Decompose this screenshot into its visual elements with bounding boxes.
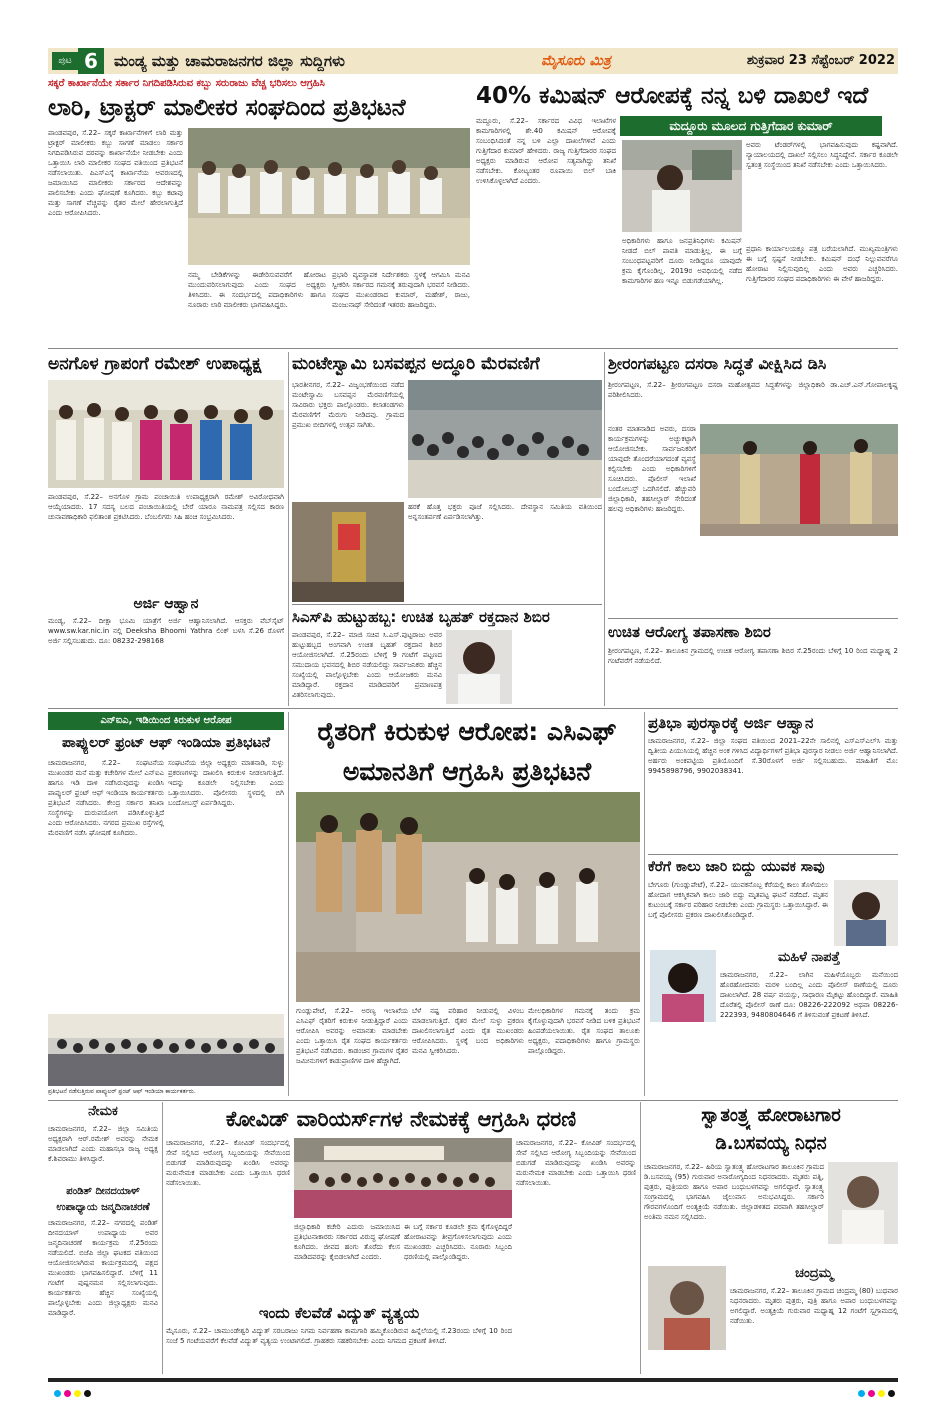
puttaraju-photo [446, 630, 512, 704]
lorry-body-2: ನಮ್ಮ ಬೇಡಿಕೆಗಳನ್ನು ಈಡೇರಿಸುವವರೆಗೆ ಹೋರಾಟ ಮುಂದುವರಿಸಲಾಗುವುದು ಎಂದು ಸಂಘದ ಅಧ್ಯಕ್ಷರು ತಿಳಿಸಿದರು. ಈ ಸಂದರ್ಭದಲ್ಲಿ ಪದಾಧಿಕಾರಿಗಳು ಹಾಗೂ ನೂರಾರು ಲಾರಿ ಮಾಲೀಕರು ಭಾಗವಹಿಸಿದ್ದರು. [188, 271, 326, 309]
vidyut-headline: ಇಂದು ಕೆಲವೆಡೆ ವಿದ್ಯುತ್ ವ್ಯತ್ಯಯ [258, 1304, 420, 1322]
divider [48, 708, 898, 709]
pfi-headline: ಪಾಪ್ಯುಲರ್ ಫ್ರಂಟ್ ಆಫ್ ಇಂಡಿಯಾ ಪ್ರತಿಭಟನೆ [61, 735, 271, 751]
raitha-body-3: ಮೇಲಧಿಕಾರಿಗಳ ಗಮನಕ್ಕೆ ತಂದು ಕ್ರಮ ಕೈಗೊಳ್ಳುವುದಾಗಿ ಭರವಸೆ ನೀಡಿದ ಬಳಿಕ ಪ್ರತಿಭಟನೆ ಹಿಂಪಡೆಯಲಾಯಿತು. ರೈತ ಸಂಘದ ತಾಲೂಕು ಅಧ್ಯಕ್ಷರು, ಪದಾಧಿಕಾರಿಗಳು ಹಾಗೂ ಗ್ರಾಮಸ್ಥರು ಪಾಲ್ಗೊಂಡಿದ್ದರು. [528, 1007, 640, 1055]
divider [48, 1100, 898, 1101]
arji-body: ಮಂಡ್ಯ, ಸೆ.22– ದೀಕ್ಷಾ ಭೂಮಿ ಯಾತ್ರೆಗೆ ಅರ್ಜಿ ಆಹ್ವಾನಿಸಲಾಗಿದೆ. ಆಸಕ್ತರು ವೆಬ್‌ಸೈಟ್ www.sw.kar.nic.in ನಲ್ಲಿ Deeksha Bhoomi Yathra ಲಿಂಕ್ ಬಳಸಿ ಸೆ.26 ರೊಳಗೆ ಅರ್ಜಿ ಸಲ್ಲಿಸಬಹುದು. ದೂ: 08232-298168 [48, 617, 284, 645]
footer-strip [48, 1378, 898, 1382]
nemaka-headline: ನೇಮಕ [88, 1104, 118, 1119]
pfi-body-1: ಚಾಮರಾಜನಗರ, ಸೆ.22– ಸಂಘಟನೆಯ ಮುಖಂಡರ ಮನೆ ಮತ್ತು ಕಚೇರಿಗಳ ಮೇಲೆ ಎನ್‌ಐಎ ಹಾಗೂ ಇಡಿ ದಾಳಿ ನಡೆಸಿರುವುದನ್ನು ಖಂಡಿಸಿ ಪಾಪ್ಯುಲರ್ ಫ್ರಂಟ್ ಆಫ್ ಇಂಡಿಯಾ ಕಾರ್ಯಕರ್ತರು ಪ್ರತಿಭಟನೆ ನಡೆಸಿದರು. ಕೇಂದ್ರ ಸರ್ಕಾರ ತನಿಖಾ ಸಂಸ್ಥೆಗಳನ್ನು ದುರುಪಯೋಗ ಪಡಿಸಿಕೊಳ್ಳುತ್ತಿದೆ ಎಂದು ಆರೋಪಿಸಿದರು. ನಗರದ ಪ್ರಮುಖ ರಸ್ತೆಗಳಲ್ಲಿ ಮೆರವಣಿಗೆ ನಡೆಸಿ ಘೋಷಣೆ ಕೂಗಿದರು. [48, 759, 164, 837]
registration-dot [64, 1390, 71, 1397]
upadhyaya-photo [48, 380, 284, 488]
pfi-kicker: ಎನ್‌ಐಎ, ಇಡಿಯಿಂದ ಕಿರುಕುಳ ಆರೋಪ [48, 712, 284, 730]
registration-dot [858, 1390, 865, 1397]
pfi-body-2: ಸಂಘಟನೆಯ ಜಿಲ್ಲಾ ಅಧ್ಯಕ್ಷರು ಮಾತನಾಡಿ, ಸುಳ್ಳು ಪ್ರಕರಣಗಳನ್ನು ದಾಖಲಿಸಿ ಕಿರುಕುಳ ನೀಡಲಾಗುತ್ತಿದೆ. ಇದನ್ನು ಕೂಡಲೇ ನಿಲ್ಲಿಸಬೇಕು ಎಂದು ಒತ್ತಾಯಿಸಿದರು. ಪೊಲೀಸರು ಸ್ಥಳದಲ್ಲಿ ಬಿಗಿ ಬಂದೋಬಸ್ತ್ ಏರ್ಪಡಿಸಿದ್ದರು. [168, 759, 284, 807]
mantesh-headline: ಮಂಟೇಸ್ವಾಮಿ ಬಸವಪ್ಪನ ಅದ್ಧೂರಿ ಮೆರವಣಿಗೆ [292, 354, 540, 374]
cspi-headline: ಸಿಎಸ್‌ಪಿ ಹುಟ್ಟುಹಬ್ಬ: ಉಚಿತ ಬೃಹತ್ ರಕ್ತದಾನ ಶಿಬಿರ [292, 608, 550, 626]
registration-dot [868, 1390, 875, 1397]
arji-headline: ಅರ್ಜಿ ಆಹ್ವಾನ [133, 596, 199, 612]
divider [288, 712, 289, 1096]
divider [48, 348, 898, 349]
pratibha-headline: ಪ್ರತಿಭಾ ಪುರಸ್ಕಾರಕ್ಕೆ ಅರ್ಜಿ ಆಹ್ವಾನ [648, 714, 814, 732]
forty-body-3: ಅವರು ಟೆಂಡರ್‌ಗಳಲ್ಲಿ ಭಾಗವಹಿಸುವುದು ಕಷ್ಟವಾಗಿದೆ. ನ್ಯಾಯಾಲಯದಲ್ಲಿ ದಾಖಲೆ ಸಲ್ಲಿಸಲು ಸಿದ್ಧನಿದ್ದೇನೆ. ಸರ್ಕಾರ ಕೂಡಲೇ ಸ್ವತಂತ್ರ ಸಂಸ್ಥೆಯಿಂದ ತನಿಖೆ ನಡೆಸಬೇಕು ಎಂದು ಒತ್ತಾಯಿಸಿದರು. [746, 141, 898, 169]
issue-date: ಶುಕ್ರವಾರ 23 ಸೆಪ್ಟೆಂಬರ್ 2022 [746, 53, 895, 68]
lorry-body-1: ಪಾಂಡವಪುರ, ಸೆ.22– ಸಕ್ಕರೆ ಕಾರ್ಖಾನೆಗಳಿಗೆ ಲಾರಿ ಮತ್ತು ಟ್ರಾಕ್ಟರ್ ಮಾಲೀಕರು ಕಬ್ಬು ಸಾಗಣೆ ಮಾಡಲು ಸರ್ಕಾರ ನಿಗದಿಪಡಿಸಿರುವ ದರವನ್ನು ಕಾರ್ಖಾನೆಯೇ ನೀಡಬೇಕು ಎಂದು ಒತ್ತಾಯಿಸಿ ಲಾರಿ ಮಾಲೀಕರ ಸಂಘದ ವತಿಯಿಂದ ಪ್ರತಿಭಟನೆ ನಡೆಸಲಾಯಿತು. ಪಿಎಸ್ಎಸ್ಕೆ ಕಾರ್ಖಾನೆಯ ಆವರಣದಲ್ಲಿ ಜಮಾಯಿಸಿದ ಮಾಲೀಕರು ಸರ್ಕಾರದ ಆದೇಶವನ್ನು ಪಾಲಿಸಬೇಕು ಎಂದು ಘೋಷಣೆ ಕೂಗಿದರು. ಕಬ್ಬು ಕಟಾವು ಮತ್ತು ಸಾಗಣೆ ವೆಚ್ಚವನ್ನು ರೈತರ ಮೇಲೆ ಹೇರಲಾಗುತ್ತಿದೆ ಎಂದು ಆರೋಪಿಸಿದರು. [48, 129, 183, 217]
kumar-photo [622, 140, 742, 232]
forty-body-4: ಪ್ರಧಾನಿ ಕಾರ್ಯಾಲಯಕ್ಕೂ ಪತ್ರ ಬರೆಯಲಾಗಿದೆ. ಮುಖ್ಯಮಂತ್ರಿಗಳು ಈ ಬಗ್ಗೆ ಸ್ಪಷ್ಟನೆ ನೀಡಬೇಕು. ಕಮಿಷನ್ ದಂಧೆ ನಿಲ್ಲುವವರೆಗೂ ಹೋರಾಟ ನಿಲ್ಲಿಸುವುದಿಲ್ಲ ಎಂದು ಅವರು ಎಚ್ಚರಿಸಿದರು. ಗುತ್ತಿಗೆದಾರರ ಸಂಘದ ಪದಾಧಿಕಾರಿಗಳು ಈ ವೇಳೆ ಹಾಜರಿದ್ದರು. [746, 245, 898, 283]
raitha-body-2: ಬೆಳೆ ನಷ್ಟ ಪರಿಹಾರ ನೀಡುವಲ್ಲಿ ವಿಳಂಬ ಮಾಡಲಾಗುತ್ತಿದೆ. ರೈತರ ಮೇಲೆ ಸುಳ್ಳು ಪ್ರಕರಣ ದಾಖಲಿಸಲಾಗುತ್ತಿದೆ ಎಂದು ರೈತ ಮುಖಂಡರು ಆರೋಪಿಸಿದರು. ಸ್ಥಳಕ್ಕೆ ಬಂದ ಅಧಿಕಾರಿಗಳು ಮನವಿ ಸ್ವೀಕರಿಸಿದರು. [412, 1007, 524, 1055]
page-number: 6 [78, 48, 104, 74]
cspi-body: ಪಾಂಡವಪುರ, ಸೆ.22– ಮಾಜಿ ಸಚಿವ ಸಿ.ಎಸ್.ಪುಟ್ಟರಾಜು ಅವರ ಹುಟ್ಟುಹಬ್ಬದ ಅಂಗವಾಗಿ ಉಚಿತ ಬೃಹತ್ ರಕ್ತದಾನ ಶಿಬಿರ ಆಯೋಜಿಸಲಾಗಿದೆ. ಸೆ.25ರಂದು ಬೆಳಿಗ್ಗೆ 9 ಗಂಟೆಗೆ ಪಟ್ಟಣದ ಸಮುದಾಯ ಭವನದಲ್ಲಿ ಶಿಬಿರ ನಡೆಯಲಿದ್ದು ಸಾರ್ವಜನಿಕರು ಹೆಚ್ಚಿನ ಸಂಖ್ಯೆಯಲ್ಲಿ ಪಾಲ್ಗೊಳ್ಳಬೇಕು ಎಂದು ಆಯೋಜಕರು ಮನವಿ ಮಾಡಿದ್ದಾರೆ. ರಕ್ತದಾನ ಮಾಡಿದವರಿಗೆ ಪ್ರಮಾಣಪತ್ರ ವಿತರಿಸಲಾಗುವುದು. [292, 631, 442, 699]
srirangapatna-body-1: ಶ್ರೀರಂಗಪಟ್ಟಣ, ಸೆ.22– ಶ್ರೀರಂಗಪಟ್ಟಣ ದಸರಾ ಮಹೋತ್ಸವದ ಸಿದ್ಧತೆಗಳನ್ನು ಜಿಲ್ಲಾಧಿಕಾರಿ ಡಾ.ಎಚ್.ಎನ್.ಗೋಪಾಲಕೃಷ್ಣ ಪರಿಶೀಲಿಸಿದರು. [608, 381, 898, 399]
swatantrya-headline-2: ಡಿ.ಬಸವಯ್ಯ ನಿಧನ [715, 1133, 827, 1154]
raitha-headline-1: ರೈತರಿಗೆ ಕಿರುಕುಳ ಆರೋಪ: ಎಸಿಎಫ್ [317, 717, 617, 746]
swatantrya-headline-1: ಸ್ವಾತಂತ್ರ್ಯ ಹೋರಾಟಗಾರ [701, 1105, 841, 1126]
divider [292, 604, 602, 605]
divider [604, 352, 605, 706]
covid-body-1: ಚಾಮರಾಜನಗರ, ಸೆ.22– ಕೋವಿಡ್ ಸಂದರ್ಭದಲ್ಲಿ ಸೇವೆ ಸಲ್ಲಿಸಿದ ಆರೋಗ್ಯ ಸಿಬ್ಬಂದಿಯನ್ನು ಸೇವೆಯಿಂದ ಬಿಡುಗಡೆ ಮಾಡಿರುವುದನ್ನು ಖಂಡಿಸಿ ಅವರನ್ನು ಮರುನೇಮಕ ಮಾಡಬೇಕು ಎಂದು ಒತ್ತಾಯಿಸಿ ಧರಣಿ ನಡೆಸಲಾಯಿತು. [166, 1139, 290, 1187]
mahile-photo [650, 950, 716, 1022]
page-label: ಪುಟ [52, 52, 78, 70]
chandramma-photo [648, 1266, 726, 1350]
section-title: ಮಂಡ್ಯ ಮತ್ತು ಚಾಮರಾಜನಗರ ಜಿಲ್ಲಾ ಸುದ್ದಿಗಳು [114, 52, 345, 70]
divider [640, 1102, 641, 1374]
mahile-headline: ಮಹಿಳೆ ನಾಪತ್ತೆ [777, 950, 841, 965]
registration-dot [878, 1390, 885, 1397]
kere-body: ಬೇಗೂರು (ಗುಂಡ್ಲುಪೇಟೆ), ಸೆ.22– ಯುವಕನೊಬ್ಬ ಕೆರೆಯಲ್ಲಿ ಕಾಲು ತೊಳೆಯಲು ಹೋದಾಗ ಆಕಸ್ಮಿಕವಾಗಿ ಕಾಲು ಜಾರಿ ಬಿದ್ದು ಮೃತಪಟ್ಟ ಘಟನೆ ನಡೆದಿದೆ. ಮೃತನ ಕುಟುಂಬಕ್ಕೆ ಸರ್ಕಾರ ಪರಿಹಾರ ನೀಡಬೇಕು ಎಂದು ಗ್ರಾಮಸ್ಥರು ಒತ್ತಾಯಿಸಿದ್ದಾರೆ. ಈ ಬಗ್ಗೆ ಪೊಲೀಸರು ಪ್ರಕರಣ ದಾಖಲಿಸಿಕೊಂಡಿದ್ದಾರೆ. [648, 881, 828, 919]
forty-body-2: ಅಧಿಕಾರಿಗಳು ಹಾಗೂ ಜನಪ್ರತಿನಿಧಿಗಳು ಕಮಿಷನ್ ನೀಡದೆ ಬಿಲ್ ಪಾವತಿ ಮಾಡುತ್ತಿಲ್ಲ. ಈ ಬಗ್ಗೆ ಸಂಬಂಧಪಟ್ಟವರಿಗೆ ದೂರು ನೀಡಿದ್ದರೂ ಯಾವುದೇ ಕ್ರಮ ಕೈಗೊಂಡಿಲ್ಲ. 2019ರ ಅವಧಿಯಲ್ಲಿ ನಡೆದ ಕಾಮಗಾರಿಗಳ ಹಣ ಇನ್ನೂ ಬಿಡುಗಡೆಯಾಗಿಲ್ಲ. [622, 237, 742, 285]
mantesh-photo [408, 380, 602, 498]
dc-photo [700, 424, 898, 536]
pratibha-body: ಚಾಮರಾಜನಗರ, ಸೆ.22– ಜಿಲ್ಲಾ ಸಂಘದ ವತಿಯಿಂದ 2021–22ನೇ ಸಾಲಿನಲ್ಲಿ ಎಸ್ಎಸ್ಎಲ್‌ಸಿ ಮತ್ತು ದ್ವಿತೀಯ ಪಿಯುಸಿಯಲ್ಲಿ ಹೆಚ್ಚಿನ ಅಂಕ ಗಳಿಸಿದ ವಿದ್ಯಾರ್ಥಿಗಳಿಗೆ ಪ್ರತಿಭಾ ಪುರಸ್ಕಾರ ನೀಡಲು ಅರ್ಜಿ ಆಹ್ವಾನಿಸಲಾಗಿದೆ. ಅರ್ಹರು ಅಂಕಪಟ್ಟಿಯ ಪ್ರತಿಯೊಂದಿಗೆ ಸೆ.30ರೊಳಗೆ ಅರ್ಜಿ ಸಲ್ಲಿಸಬಹುದು. ಮಾಹಿತಿಗೆ ಮೊ: 9945898796, 9902038341. [648, 737, 898, 775]
divider [648, 854, 898, 855]
mantesh-photo-2 [292, 502, 404, 602]
pfi-caption: ಪ್ರತಿಭಟನೆ ನಡೆಸುತ್ತಿರುವ ಪಾಪ್ಯುಲರ್ ಫ್ರಂಟ್ ಆಫ್ ಇಂಡಿಯಾ ಕಾರ್ಯಕರ್ತರು. [48, 1088, 196, 1095]
pandit-body: ಚಾಮರಾಜನಗರ, ಸೆ.22– ನಗರದಲ್ಲಿ ಪಂಡಿತ್ ದೀನದಯಾಳ್ ಉಪಾಧ್ಯಾಯ ಅವರ ಜನ್ಮದಿನಾಚರಣೆ ಕಾರ್ಯಕ್ರಮ ಸೆ.25ರಂದು ನಡೆಯಲಿದೆ. ಬಿಜೆಪಿ ಜಿಲ್ಲಾ ಘಟಕದ ವತಿಯಿಂದ ಆಯೋಜಿಸಲಾಗಿರುವ ಕಾರ್ಯಕ್ರಮದಲ್ಲಿ ಪಕ್ಷದ ಮುಖಂಡರು ಭಾಗವಹಿಸಲಿದ್ದಾರೆ. ಬೆಳಿಗ್ಗೆ 11 ಗಂಟೆಗೆ ಪುಷ್ಪನಮನ ಸಲ್ಲಿಸಲಾಗುವುದು. ಕಾರ್ಯಕರ್ತರು ಹೆಚ್ಚಿನ ಸಂಖ್ಯೆಯಲ್ಲಿ ಪಾಲ್ಗೊಳ್ಳಬೇಕು ಎಂದು ಜಿಲ್ಲಾಧ್ಯಕ್ಷರು ಮನವಿ ಮಾಡಿದ್ದಾರೆ. [48, 1219, 158, 1317]
chandramma-headline: ಚಂದ್ರಮ್ಮ [795, 1266, 833, 1281]
srirangapatna-body-2: ನಂತರ ಮಾತನಾಡಿದ ಅವರು, ದಸರಾ ಕಾರ್ಯಕ್ರಮಗಳನ್ನು ಅಚ್ಚುಕಟ್ಟಾಗಿ ಆಯೋಜಿಸಬೇಕು. ಸಾರ್ವಜನಿಕರಿಗೆ ಯಾವುದೇ ತೊಂದರೆಯಾಗದಂತೆ ವ್ಯವಸ್ಥೆ ಕಲ್ಪಿಸಬೇಕು ಎಂದು ಅಧಿಕಾರಿಗಳಿಗೆ ಸೂಚಿಸಿದರು. ಪೊಲೀಸ್ ಇಲಾಖೆ ಬಂದೋಬಸ್ತ್ ಒದಗಿಸಲಿದೆ. ಹೆಚ್ಚುವರಿ ಜಿಲ್ಲಾಧಿಕಾರಿ, ತಹಸೀಲ್ದಾರ್ ಸೇರಿದಂತೆ ಹಲವು ಅಧಿಕಾರಿಗಳು ಹಾಜರಿದ್ದರು. [608, 425, 696, 513]
arogya-headline: ಉಚಿತ ಆರೋಗ್ಯ ತಪಾಸಣಾ ಶಿಬಿರ [608, 623, 771, 641]
covid-body-3: ಈ ಬಗ್ಗೆ ಸರ್ಕಾರ ಕೂಡಲೇ ಕ್ರಮ ಕೈಗೊಳ್ಳದಿದ್ದರೆ ಹೋರಾಟವನ್ನು ತೀವ್ರಗೊಳಿಸಲಾಗುವುದು ಎಂದು ಮುಖಂಡರು ಎಚ್ಚರಿಸಿದರು. ನೂರಾರು ಸಿಬ್ಬಂದಿ ಧರಣಿಯಲ್ಲಿ ಪಾಲ್ಗೊಂಡಿದ್ದರು. [404, 1223, 512, 1261]
nemaka-body: ಚಾಮರಾಜನಗರ, ಸೆ.22– ಜಿಲ್ಲಾ ಸಮಿತಿಯ ಅಧ್ಯಕ್ಷರಾಗಿ ಆರ್.ರಮೇಶ್ ಅವರನ್ನು ನೇಮಕ ಮಾಡಲಾಗಿದೆ ಎಂದು ಮಹಾಸಭಾ ರಾಜ್ಯ ಅಧ್ಯಕ್ಷ ಕೆ.ಶಿವರಾಮು ತಿಳಿಸಿದ್ದಾರೆ. [48, 1125, 158, 1163]
lorry-photo [188, 128, 470, 265]
pandit-headline: ಪಂಡಿತ್ ದೀನದಯಾಳ್ ಉಪಾಧ್ಯಾಯ ಜನ್ಮದಿನಾಚರಣೆ [56, 1186, 150, 1213]
upadhyaya-body: ಪಾಂಡವಪುರ, ಸೆ.22– ಅನಗೊಳ ಗ್ರಾಮ ಪಂಚಾಯಿತಿ ಉಪಾಧ್ಯಕ್ಷರಾಗಿ ರಮೇಶ್ ಅವಿರೋಧವಾಗಿ ಆಯ್ಕೆಯಾದರು. 17 ಸದಸ್ಯ ಬಲದ ಪಂಚಾಯಿತಿಯಲ್ಲಿ ಬೇರೆ ಯಾರೂ ನಾಮಪತ್ರ ಸಲ್ಲಿಸದ ಕಾರಣ ಚುನಾವಣಾಧಿಕಾರಿ ಫಲಿತಾಂಶ ಪ್ರಕಟಿಸಿದರು. ಬೆಂಬಲಿಗರು ಸಿಹಿ ಹಂಚಿ ಸಂಭ್ರಮಿಸಿದರು. [48, 493, 284, 521]
mahile-body: ಚಾಮರಾಜನಗರ, ಸೆ.22– ಲಾಗಿನ ಮಹಿಳೆಯೊಬ್ಬರು ಮನೆಯಿಂದ ಹೊರಹೋದವರು ಮರಳಿ ಬಂದಿಲ್ಲ ಎಂದು ಪೊಲೀಸ್ ಠಾಣೆಯಲ್ಲಿ ದೂರು ದಾಖಲಾಗಿದೆ. 28 ವರ್ಷ ವಯಸ್ಸು, ಸಾಧಾರಣ ಮೈಕಟ್ಟು ಹೊಂದಿದ್ದಾರೆ. ಮಾಹಿತಿ ದೊರೆತಲ್ಲಿ ಪೊಲೀಸ್ ಠಾಣೆ ದೂ: 08226-222092 ಅಥವಾ 08226-222393, 9480804646 ಗೆ ತಿಳಿಸುವಂತೆ ಪ್ರಕಟಣೆ ತಿಳಿಸಿದೆ. [720, 971, 898, 1019]
divider [608, 618, 898, 619]
lorry-kicker: ಸಕ್ಕರೆ ಕಾರ್ಖಾನೆಯೇ ಸರ್ಕಾರ ನಿಗದಿಪಡಿಸಿರುವ ಕಬ್ಬು ಸರುರಾಜು ವೆಚ್ಚ ಭರಿಸಲು ಆಗ್ರಹಿಸಿ [48, 78, 325, 89]
raitha-body-1: ಗುಂಡ್ಲುಪೇಟೆ, ಸೆ.22– ಅರಣ್ಯ ಇಲಾಖೆಯ ಎಸಿಎಫ್ ರೈತರಿಗೆ ಕಿರುಕುಳ ನೀಡುತ್ತಿದ್ದಾರೆ ಎಂದು ಆರೋಪಿಸಿ ಅವರನ್ನು ಅಮಾನತು ಮಾಡಬೇಕು ಎಂದು ಒತ್ತಾಯಿಸಿ ರೈತ ಸಂಘದ ಕಾರ್ಯಕರ್ತರು ಪ್ರತಿಭಟನೆ ನಡೆಸಿದರು. ಕಾಡಂಚಿನ ಗ್ರಾಮಗಳ ರೈತರ ಜಮೀನುಗಳಿಗೆ ಕಾಡುಪ್ರಾಣಿಗಳ ದಾಳಿ ಹೆಚ್ಚಾಗಿದೆ. [296, 1007, 408, 1065]
upadhyaya-headline: ಅನಗೊಳ ಗ್ರಾಪಂಗೆ ರಮೇಶ್ ಉಪಾಧ್ಯಕ್ಷ [48, 354, 262, 374]
srirangapatna-headline: ಶ್ರೀರಂಗಪಟ್ಟಣ ದಸರಾ ಸಿದ್ಧತೆ ವೀಕ್ಷಿಸಿದ ಡಿಸಿ [608, 354, 827, 373]
kere-photo [834, 880, 898, 946]
lorry-headline: ಲಾರಿ, ಟ್ರಾಕ್ಟರ್ ಮಾಲೀಕರ ಸಂಘದಿಂದ ಪ್ರತಿಭಟನೆ [48, 95, 406, 121]
kere-headline: ಕೆರೆಗೆ ಕಾಲು ಜಾರಿ ಬಿದ್ದು ಯುವಕ ಸಾವು [648, 859, 825, 875]
raitha-photo [296, 792, 640, 1002]
registration-dot [888, 1390, 895, 1397]
pfi-photo [48, 1014, 284, 1086]
mantesh-body-2: ಹರಕೆ ಹೊತ್ತ ಭಕ್ತರು ಪೂಜೆ ಸಲ್ಲಿಸಿದರು. ದೇವಸ್ಥಾನ ಸಮಿತಿಯ ವತಿಯಿಂದ ಅನ್ನಸಂತರ್ಪಣೆ ಏರ್ಪಡಿಸಲಾಗಿತ್ತು. [408, 503, 602, 521]
covid-headline: ಕೋವಿಡ್ ವಾರಿಯರ್ಸ್‌ಗಳ ನೇಮಕಕ್ಕೆ ಆಗ್ರಹಿಸಿ ಧರಣಿ [225, 1107, 577, 1131]
vidyut-body: ಮೈಸೂರು, ಸೆ.22– ಚಾಮುಂಡೇಶ್ವರಿ ವಿದ್ಯುತ್ ಸರಬರಾಜು ನಿಗಮ ನಿರ್ವಹಣಾ ಕಾಮಗಾರಿ ಹಮ್ಮಿಕೊಂಡಿರುವ ಹಿನ್ನೆಲೆಯಲ್ಲಿ ಸೆ.23ರಂದು ಬೆಳಿಗ್ಗೆ 10 ರಿಂದ ಸಂಜೆ 5 ಗಂಟೆಯವರೆಗೆ ಕೆಲವೆಡೆ ವಿದ್ಯುತ್ ವ್ಯತ್ಯಯ ಉಂಟಾಗಲಿದೆ. ಗ್ರಾಹಕರು ಸಹಕರಿಸಬೇಕು ಎಂದು ನಿಗಮದ ಪ್ರಕಟಣೆ ತಿಳಿಸಿದೆ. [166, 1327, 512, 1345]
arogya-body: ಶ್ರೀರಂಗಪಟ್ಟಣ, ಸೆ.22– ತಾಲೂಕಿನ ಗ್ರಾಮದಲ್ಲಿ ಉಚಿತ ಆರೋಗ್ಯ ತಪಾಸಣಾ ಶಿಬಿರ ಸೆ.25ರಂದು ಬೆಳಿಗ್ಗೆ 10 ರಿಂದ ಮಧ್ಯಾಹ್ನ 2 ಗಂಟೆವರೆಗೆ ನಡೆಯಲಿದೆ. [608, 647, 898, 665]
covid-body-extra: ಚಾಮರಾಜನಗರ, ಸೆ.22– ಕೋವಿಡ್ ಸಂದರ್ಭದಲ್ಲಿ ಸೇವೆ ಸಲ್ಲಿಸಿದ ಆರೋಗ್ಯ ಸಿಬ್ಬಂದಿಯನ್ನು ಸೇವೆಯಿಂದ ಬಿಡುಗಡೆ ಮಾಡಿರುವುದನ್ನು ಖಂಡಿಸಿ ಅವರನ್ನು ಮರುನೇಮಕ ಮಾಡಬೇಕು ಎಂದು ಒತ್ತಾಯಿಸಿ ಧರಣಿ ನಡೆಸಲಾಯಿತು. [516, 1139, 636, 1187]
registration-dot [84, 1390, 91, 1397]
registration-dot [54, 1390, 61, 1397]
chandramma-body: ಚಾಮರಾಜನಗರ, ಸೆ.22– ತಾಲೂಕಿನ ಗ್ರಾಮದ ಚಂದ್ರಮ್ಮ (80) ಬುಧವಾರ ನಿಧನರಾದರು. ಮೃತರು ಪುತ್ರರು, ಪುತ್ರಿ ಹಾಗೂ ಅಪಾರ ಬಂಧುಬಳಗವನ್ನು ಅಗಲಿದ್ದಾರೆ. ಅಂತ್ಯಕ್ರಿಯೆ ಗುರುವಾರ ಮಧ್ಯಾಹ್ನ 12 ಗಂಟೆಗೆ ಸ್ವಗ್ರಾಮದಲ್ಲಿ ನಡೆಯಿತು. [730, 1287, 898, 1325]
mantesh-body-1: ಭಾರತೀನಗರ, ಸೆ.22– ವಿಜೃಂಭಣೆಯಿಂದ ನಡೆದ ಮಂಟೇಸ್ವಾಮಿ ಬಸವಪ್ಪನ ಮೆರವಣಿಗೆಯಲ್ಲಿ ಸಾವಿರಾರು ಭಕ್ತರು ಪಾಲ್ಗೊಂಡರು. ಕಲಾತಂಡಗಳು ಮೆರವಣಿಗೆಗೆ ಮೆರುಗು ನೀಡಿದವು. ಗ್ರಾಮದ ಪ್ರಮುಖ ಬೀದಿಗಳಲ್ಲಿ ಉತ್ಸವ ಸಾಗಿತು. [292, 381, 404, 429]
forty-subhead-bar: ಮದ್ದೂರು ಮೂಲದ ಗುತ್ತಿಗೆದಾರ ಕುಮಾರ್ [620, 116, 882, 136]
covid-body-2: ಜಿಲ್ಲಾಧಿಕಾರಿ ಕಚೇರಿ ಎದುರು ಜಮಾಯಿಸಿದ ಪ್ರತಿಭಟನಾಕಾರರು ಸರ್ಕಾರದ ವಿರುದ್ಧ ಘೋಷಣೆ ಕೂಗಿದರು. ಜೀವದ ಹಂಗು ತೊರೆದು ಕೆಲಸ ಮಾಡಿದವರನ್ನು ಕೈಬಿಡಲಾಗಿದೆ ಎಂದರು. [294, 1223, 400, 1261]
forty-headline: 40% ಕಮಿಷನ್ ಆರೋಪಕ್ಕೆ ನನ್ನ ಬಳಿ ದಾಖಲೆ ಇದೆ [476, 83, 869, 109]
lorry-body-3: ಪ್ರಭಾರಿ ವ್ಯವಸ್ಥಾಪಕ ನಿರ್ದೇಶಕರು ಸ್ಥಳಕ್ಕೆ ಆಗಮಿಸಿ ಮನವಿ ಸ್ವೀಕರಿಸಿ ಸರ್ಕಾರದ ಗಮನಕ್ಕೆ ತರುವುದಾಗಿ ಭರವಸೆ ನೀಡಿದರು. ಸಂಘದ ಮುಖಂಡರಾದ ಕುಮಾರ್, ಮಹೇಶ್, ರಾಜು, ಮಂಜುನಾಥ್ ಸೇರಿದಂತೆ ಇತರರು ಹಾಜರಿದ್ದರು. [332, 271, 470, 309]
registration-dot [74, 1390, 81, 1397]
swatantrya-body: ಚಾಮರಾಜನಗರ, ಸೆ.22– ಹಿರಿಯ ಸ್ವಾತಂತ್ರ್ಯ ಹೋರಾಟಗಾರ ತಾಲೂಕಿನ ಗ್ರಾಮದ ಡಿ.ಬಸವಯ್ಯ (95) ಗುರುವಾರ ಅನಾರೋಗ್ಯದಿಂದ ನಿಧನರಾದರು. ಮೃತರು ಪತ್ನಿ, ಪುತ್ರರು, ಪುತ್ರಿಯರು ಹಾಗೂ ಅಪಾರ ಬಂಧುಬಳಗವನ್ನು ಅಗಲಿದ್ದಾರೆ. ಸ್ವಾತಂತ್ರ್ಯ ಸಂಗ್ರಾಮದಲ್ಲಿ ಭಾಗವಹಿಸಿ ಜೈಲುವಾಸ ಅನುಭವಿಸಿದ್ದರು. ಸರ್ಕಾರಿ ಗೌರವಗಳೊಂದಿಗೆ ಅಂತ್ಯಕ್ರಿಯೆ ನಡೆಯಿತು. ಜಿಲ್ಲಾಡಳಿತದ ಪರವಾಗಿ ತಹಸೀಲ್ದಾರ್ ಅಂತಿಮ ನಮನ ಸಲ್ಲಿಸಿದರು. [644, 1163, 824, 1221]
masthead: ಮೈಸೂರು ಮಿತ್ರ [541, 53, 611, 69]
divider [644, 712, 645, 1096]
basavaiah-photo [828, 1162, 898, 1244]
divider [288, 352, 289, 706]
divider [162, 1102, 163, 1374]
forty-body-1: ಮದ್ದೂರು, ಸೆ.22– ಸರ್ಕಾರದ ವಿವಿಧ ಇಲಾಖೆಗಳ ಕಾಮಗಾರಿಗಳಲ್ಲಿ ಶೇ.40 ಕಮಿಷನ್ ಆರೋಪಕ್ಕೆ ಸಂಬಂಧಿಸಿದಂತೆ ನನ್ನ ಬಳಿ ಎಲ್ಲಾ ದಾಖಲೆಗಳಿವೆ ಎಂದು ಗುತ್ತಿಗೆದಾರ ಕುಮಾರ್ ಹೇಳಿದರು. ರಾಜ್ಯ ಗುತ್ತಿಗೆದಾರರ ಸಂಘದ ಅಧ್ಯಕ್ಷರು ಮಾಡಿರುವ ಆರೋಪ ಸತ್ಯವಾಗಿದ್ದು ತನಿಖೆ ನಡೆಸಬೇಕು. ಕೋಟ್ಯಂತರ ರೂಪಾಯಿ ಬಿಲ್ ಬಾಕಿ ಉಳಿಸಿಕೊಳ್ಳಲಾಗಿದೆ ಎಂದರು. [476, 117, 616, 185]
covid-photo [294, 1138, 512, 1218]
raitha-headline-2: ಅಮಾನತಿಗೆ ಆಗ್ರಹಿಸಿ ಪ್ರತಿಭಟನೆ [342, 757, 592, 786]
